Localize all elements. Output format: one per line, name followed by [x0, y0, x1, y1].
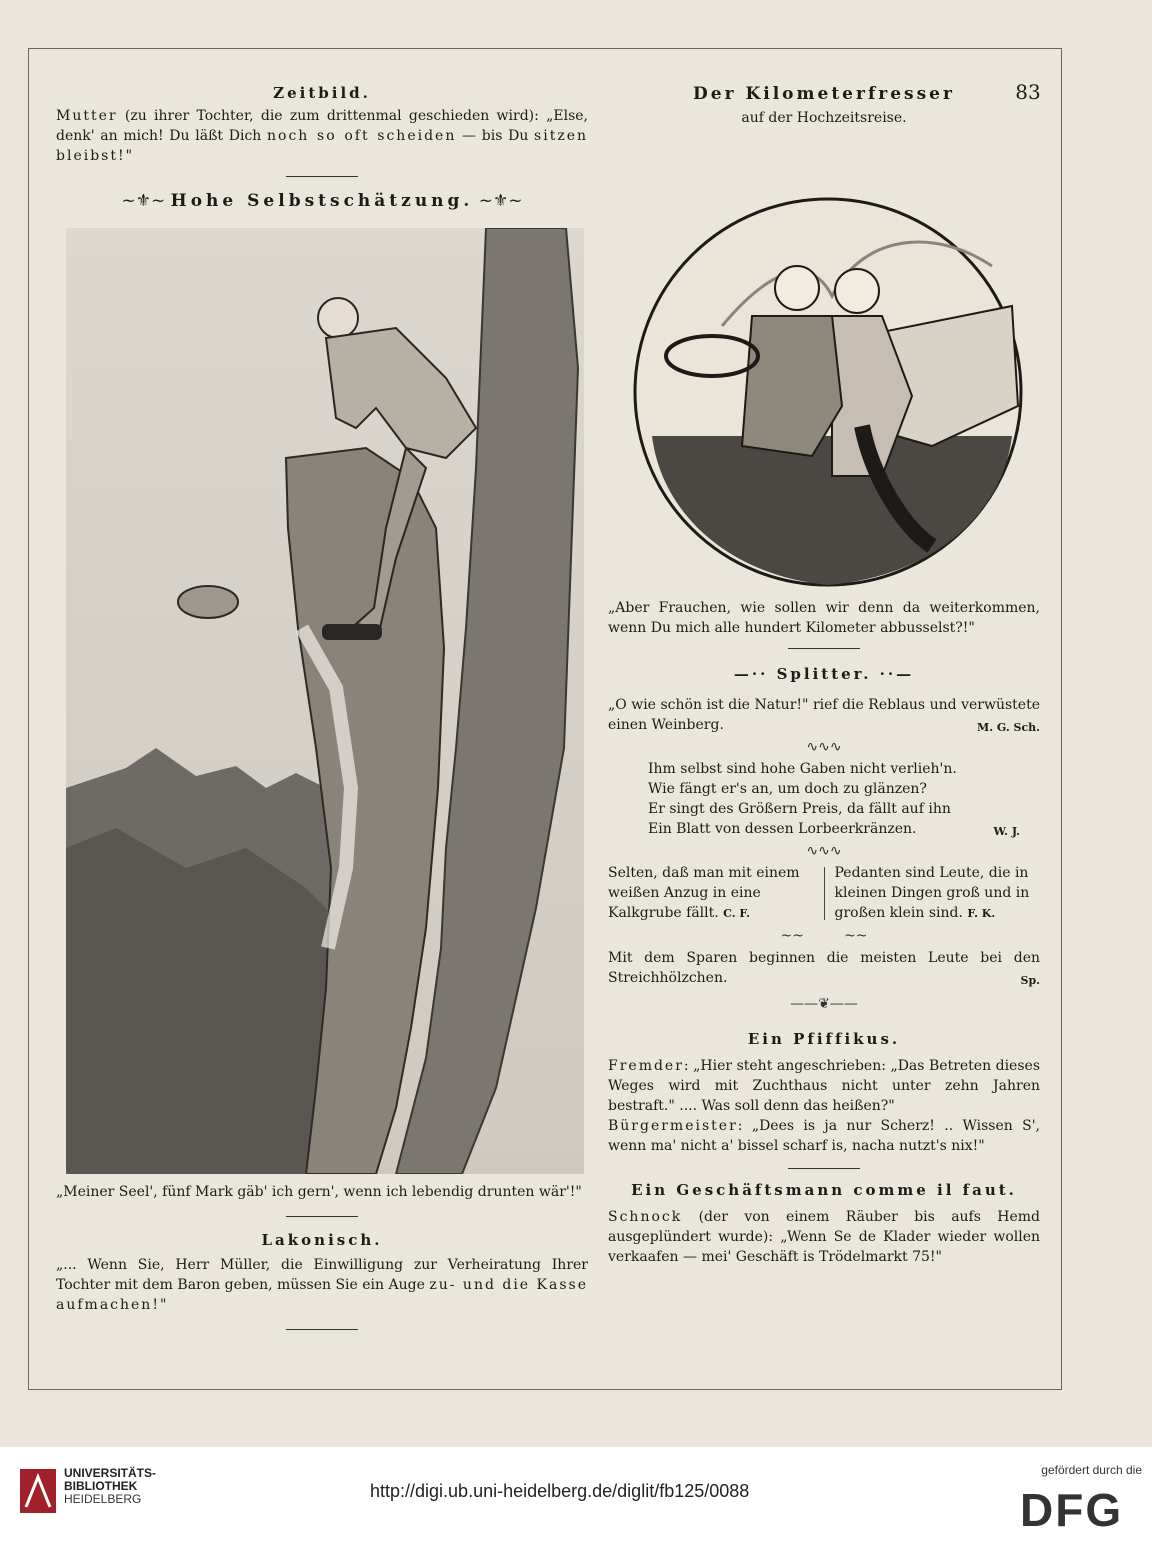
ornament-left: ~⚜~ — [121, 191, 171, 211]
car-illustration — [632, 196, 1024, 588]
zeitbild-speaker: Mutter — [56, 108, 118, 124]
lakonisch-title: Lakonisch. — [261, 1231, 383, 1249]
pfiffikus-line-2-text: : „Dees is ja nur Scherz! .. Wissen S', wenn ma' nicht a' bissel scharf is, nacha nutzt's nix!" — [608, 1118, 1040, 1154]
splitter-ornament-left: —·· — [733, 665, 777, 683]
splitter-sign-a: C. F. — [723, 907, 750, 920]
verse-line-4 — [648, 819, 1040, 839]
hohe-title-text: Hohe Selbstschätzung. — [170, 191, 474, 211]
footer-bar — [0, 1447, 1152, 1543]
lakonisch-text — [56, 1255, 588, 1315]
dfg-logo: DFG — [1020, 1484, 1124, 1536]
woman-head — [835, 269, 879, 313]
geschaeft-speaker: Schnock — [608, 1209, 683, 1225]
pfiffikus-line-1-text: : „Hier steht angeschrieben: „Das Betreten dieses Weges wird mit Zuchthaus nicht unter zehn Jahren bestraft." .... Was soll denn das heißen?" — [608, 1058, 1040, 1114]
hohe-title — [56, 191, 588, 211]
verse-line-4-text: Ein Blatt von dessen Lorbeerkränzen. — [648, 821, 917, 837]
pfiffikus-title: Ein Pfiffikus. — [747, 1030, 901, 1048]
lakonisch-spaced: zu- und die Kasse aufmachen! — [56, 1277, 589, 1313]
divider — [286, 1329, 358, 1330]
right-column-bottom — [608, 598, 1040, 1267]
source-url-link[interactable]: http://digi.ub.uni-heidelberg.de/diglit/fb125/0088 — [370, 1481, 750, 1501]
man-head — [775, 266, 819, 310]
lakonisch-text1: „... Wenn Sie, Herr Müller, die Einwilligung zur Verheiratung Ihrer Tochter mit dem Baron geben, müssen Sie ein Auge — [56, 1257, 588, 1293]
library-line-1: UNIVERSITÄTS- — [64, 1466, 157, 1480]
column-divider — [824, 867, 825, 920]
separator: ~~ ~~ — [780, 928, 868, 944]
divider — [286, 176, 358, 177]
geschaeft-text — [608, 1207, 1040, 1267]
funding-note: gefördert durch die — [1041, 1463, 1142, 1477]
library-logo-icon — [20, 1469, 56, 1513]
library-line-3: HEIDELBERG — [64, 1492, 142, 1506]
pfiffikus-speaker-2: Bürgermeister — [608, 1118, 738, 1134]
climber-illustration — [66, 228, 584, 1174]
climber-boot — [322, 624, 382, 640]
splitter-col-b-text: Pedanten sind Leute, die in kleinen Dingen groß und in großen klein sind. — [834, 865, 1030, 921]
kilometer-caption: „Aber Frauchen, wie sollen wir denn da weiterkommen, wenn Du mich alle hundert Kilometer abbusselst?!" — [608, 600, 1040, 636]
splitter-col-a-text: Selten, daß man mit einem weißen Anzug in eine Kalkgrube fällt. — [608, 865, 800, 921]
splitter-sign-3: Sp. — [1020, 974, 1040, 987]
library-name — [64, 1467, 156, 1506]
splitter-col-a — [608, 863, 814, 924]
ornament: ——❦—— — [790, 996, 858, 1012]
separator: ∿∿∿ — [806, 843, 842, 859]
splitter-item-1-text: „O wie schön ist die Natur!" rief die Reblaus und verwüstete einen Weinberg. — [608, 697, 1040, 733]
right-column — [608, 84, 1040, 126]
splitter-item-3-text: Mit dem Sparen beginnen die meisten Leute bei den Streichhölzchen. — [608, 950, 1040, 986]
zeitbild-text — [56, 106, 588, 166]
splitter-title-text: Splitter. — [776, 665, 872, 683]
library-line-2: BIBLIOTHEK — [64, 1479, 138, 1493]
climber-head — [318, 298, 358, 338]
geschaeft-title: Ein Geschäftsmann comme il faut. — [631, 1181, 1017, 1199]
pfiffikus-speaker-1: Fremder — [608, 1058, 684, 1074]
left-column — [56, 84, 588, 221]
zeitbild-text3: " — [125, 148, 133, 164]
hohe-caption: „Meiner Seel', fünf Mark gäb' ich gern', wenn ich lebendig drunten wär'!" — [56, 1184, 582, 1200]
splitter-title — [608, 665, 1040, 683]
ornament-right: ~⚜~ — [473, 191, 523, 211]
splitter-sign-2: W. J. — [993, 825, 1020, 838]
splitter-item-1 — [608, 695, 1040, 735]
left-column-bottom — [56, 1182, 588, 1344]
splitter-two-columns — [608, 863, 1040, 924]
zeitbild-spaced: noch so oft scheiden — [267, 128, 457, 144]
geschaeft-text-body: (der von einem Räuber bis aufs Hemd ausgeplündert wurde): „Wenn Se de Klader wieder wollen verkaafen — mei' Geschäft is Trödelmarkt 75!" — [608, 1209, 1040, 1265]
separator: ∿∿∿ — [806, 739, 842, 755]
zeitbild-spaced2: sitzen bleibst! — [56, 128, 589, 164]
verse-line-1: Ihm selbst sind hohe Gaben nicht verlieh'n. — [648, 761, 957, 777]
splitter-col-b — [835, 863, 1041, 924]
zeitbild-text2: — bis Du — [456, 128, 535, 144]
pfiffikus-line-2 — [608, 1116, 1040, 1156]
zeitbild-text1: (zu ihrer Tochter, die zum drittenmal geschieden wird): „Else, denk' an mich! Du läßt Dich — [56, 108, 588, 144]
splitter-sign-b: F. K. — [967, 907, 996, 920]
verse-line-3: Er singt des Größern Preis, da fällt auf ihn — [648, 801, 951, 817]
kilometer-subtitle: auf der Hochzeitsreise. — [741, 110, 907, 126]
zeitbild-title: Zeitbild. — [273, 84, 371, 102]
falling-hat — [178, 586, 238, 618]
kilometer-title: Der Kilometerfresser — [693, 84, 955, 104]
divider — [788, 648, 860, 649]
divider — [286, 1216, 358, 1217]
splitter-ornament-right: ··— — [871, 665, 915, 683]
page-number: 83 — [1015, 80, 1041, 104]
splitter-sign-1: M. G. Sch. — [977, 721, 1040, 734]
verse-line-2: Wie fängt er's an, um doch zu glänzen? — [648, 781, 927, 797]
divider — [788, 1168, 860, 1169]
lakonisch-text2: " — [159, 1297, 167, 1313]
splitter-item-3 — [608, 948, 1040, 988]
pfiffikus-line-1 — [608, 1056, 1040, 1116]
